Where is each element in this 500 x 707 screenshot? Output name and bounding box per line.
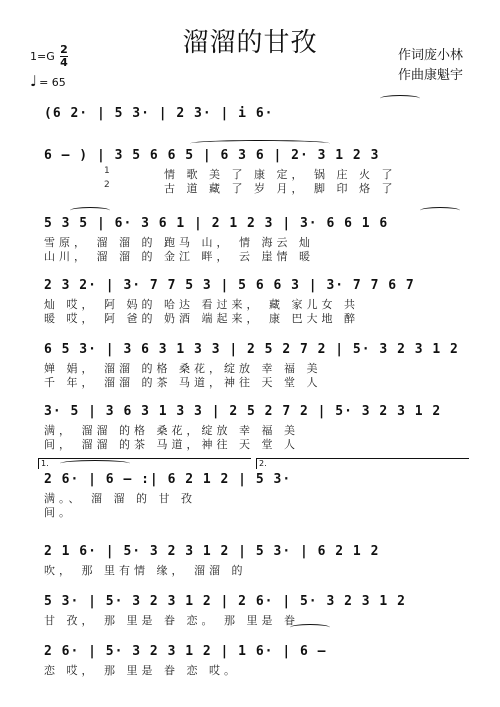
notes-line: (6 2· | 5 3· | 2 3· | i 6· [44, 106, 274, 121]
slur [380, 95, 420, 102]
lyrics-verse-2: 千 年， 溜溜 的茶 马道，神往 天 堂 人 [44, 376, 322, 389]
notes-line: 5 3· | 5· 3 2 3 1 2 | 2 6· | 5· 3 2 3 1 2 [44, 594, 406, 609]
lyrics-verse-1: 情 歌 美 了 康 定， 锅 庄 火 了 [164, 168, 397, 181]
time-signature [60, 44, 68, 69]
tempo-marking [30, 72, 66, 90]
lyrics-verse-2: 古 道 藏 了 岁 月， 脚 印 烙 了 [164, 182, 397, 195]
notes-line: 2 3 2· | 3· 7 7 5 3 | 5 6 6 3 | 3· 7 7 6 7 [44, 278, 415, 293]
lyrics-verse-1: 满。、 溜 溜 的 甘 孜 [44, 492, 196, 505]
lyrics-verse-2: 暖 哎， 阿 爸的 奶酒 端起来， 康 巴大地 醉 [44, 312, 359, 325]
lyrics-verse-2: 间。 [44, 506, 74, 519]
time-top: 2 [60, 43, 68, 56]
lyrics-verse-1: 灿 哎， 阿 妈的 哈达 看过来， 藏 家儿女 共 [44, 298, 359, 311]
lyrics-verse-1: 甘 孜， 那 里是 眷 恋。 那 里是 眷 [44, 614, 299, 627]
slur [420, 207, 460, 214]
song-title: 溜溜的甘孜 [182, 28, 318, 58]
slur [60, 460, 130, 467]
notes-line: 5 3 5 | 6· 3 6 1 | 2 1 2 3 | 3· 6 6 1 6 [44, 216, 389, 231]
second-ending-bracket: 2. [256, 458, 469, 469]
lyrics-verse-1: 雪原， 溜 溜 的 跑马 山， 情 海云 灿 [44, 236, 314, 249]
lyrics-verse-2: 间， 溜溜 的茶 马道，神往 天 堂 人 [44, 438, 299, 451]
slur [290, 624, 330, 631]
lyrics-verse-1: 婵 娟， 溜溜 的格 桑花，绽放 幸 福 美 [44, 362, 322, 375]
lyrics-verse-1: 满， 溜溜 的格 桑花，绽放 幸 福 美 [44, 424, 299, 437]
time-bottom: 4 [60, 56, 68, 69]
score-page: 溜溜的甘孜 作词庞小林 作曲康魁宇 1=G 2 4 ♩ = 65 (6 2· | 5 3· | 2 3· | i 6· 6 — ) | 3 5 6 6 5 | 6 3 6 | 2· 3 1 2 3 1 2 情 歌 美 了 康 定， 锅 庄 火 了 古 道 藏 了 岁 月， 脚 印 烙 了 5 3 5 | 6· 3 6 1 | 2 1 2 3 | 3· 6 6 1 6 雪原， 溜 溜 的 跑马 山， 情 海云 灿 山川， 溜 溜 的 金江 畔， 云 崖情 暖 2 3 2· | 3· 7 7 5 3 | 5 6 6 3 | 3· 7 7 6 7 灿 哎， 阿 妈的 哈达 看过来， 藏 家儿女 共 暖 哎， 阿 爸的 奶酒 端起来， 康 巴大地 醉 6 5 3· | 3 6 3 1 3 3 | 2 5 2 7 2 | 5· 3 2 3 1 2 婵 娟， 溜溜 的格 桑花，绽放 幸 福 美 千 年， 溜溜 的茶 马道，神往 天 堂 人 3· 5 | 3 6 3 1 3 3 | 2 5 2 7 2 | 5· 3 2 3 1 2 满， 溜溜 的格 桑花，绽放 幸 福 美 间， 溜溜 的茶 马道，神往 天 堂 人 1. 2. 2 6· | 6 — :| 6 2 1 2 | 5 3· 满。、 溜 溜 的 甘 孜 间。 2 1 6· | 5· 3 2 3 1 2 | 5 3· | 6 2 1 2 吹， 那 里有情 缘， 溜溜 的 5 3· | 5· 3 2 3 1 2 | 2 6· | 5· 3 2 3 1 2 甘 孜， 那 里是 眷 恋。 那 里是 眷 2 6· | 5· 3 2 3 1 2 | 1 6· | 6 — 恋 哎， 那 里是 眷 恋 哎。 [0, 0, 500, 707]
notes-line: 3· 5 | 3 6 3 1 3 3 | 2 5 2 7 2 | 5· 3 2 3 1 2 [44, 404, 442, 419]
composer-credit: 作曲康魁宇 [398, 68, 464, 83]
notes-line: 2 1 6· | 5· 3 2 3 1 2 | 5 3· | 6 2 1 2 [44, 544, 380, 559]
notes-line: 6 — ) | 3 5 6 6 5 | 6 3 6 | 2· 3 1 2 3 [44, 148, 380, 163]
key-signature: 1=G [30, 50, 55, 63]
tempo-value: = 65 [39, 76, 66, 89]
quarter-note-icon: ♩ [30, 72, 38, 90]
lyricist-credit: 作词庞小林 [398, 48, 464, 63]
lyrics-verse-1: 吹， 那 里有情 缘， 溜溜 的 [44, 564, 247, 577]
slur [190, 140, 330, 147]
notes-line: 6 5 3· | 3 6 3 1 3 3 | 2 5 2 7 2 | 5· 3 2 3 1 2 [44, 342, 459, 357]
lyrics-verse-1: 恋 哎， 那 里是 眷 恋 哎。 [44, 664, 239, 677]
first-ending-bracket: 1. [38, 458, 251, 469]
notes-line: 2 6· | 6 — :| 6 2 1 2 | 5 3· [44, 472, 292, 487]
slur [70, 207, 110, 214]
notes-line: 2 6· | 5· 3 2 3 1 2 | 1 6· | 6 — [44, 644, 327, 659]
lyrics-verse-2: 山川， 溜 溜 的 金江 畔， 云 崖情 暖 [44, 250, 314, 263]
